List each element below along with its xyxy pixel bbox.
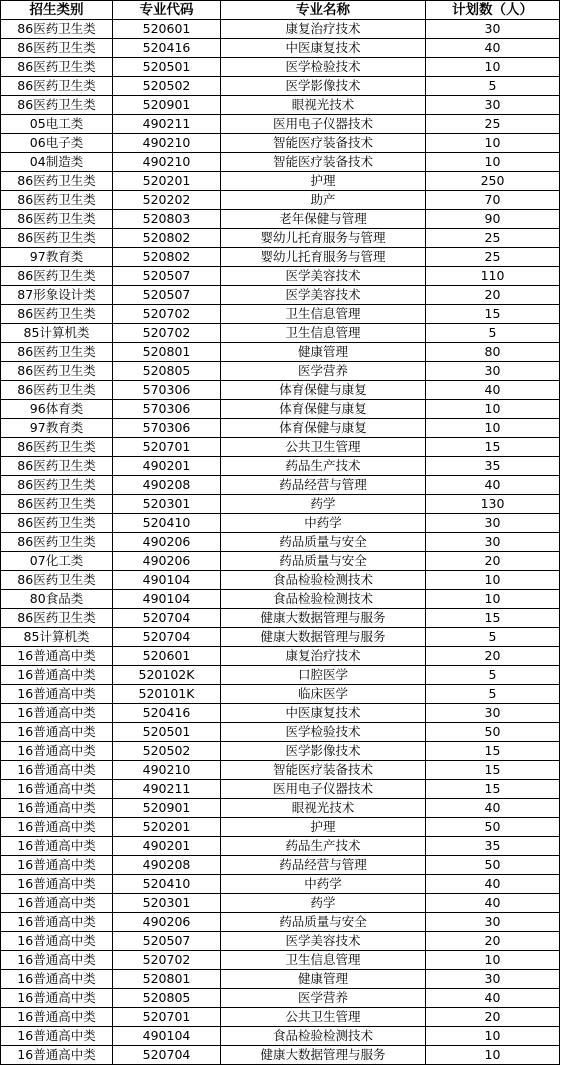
cell-major-name: 医学营养 <box>221 989 426 1008</box>
cell-plan-count: 40 <box>426 894 560 913</box>
table-row <box>1 495 560 514</box>
cell-major-code: 520702 <box>113 305 221 324</box>
cell-plan-count: 130 <box>426 495 560 514</box>
cell-major-code: 490208 <box>113 856 221 875</box>
cell-major-name: 药品经营与管理 <box>221 476 426 495</box>
cell-plan-count: 15 <box>426 742 560 761</box>
table-row <box>1 780 560 799</box>
cell-major-code: 520601 <box>113 647 221 666</box>
table-row <box>1 362 560 381</box>
cell-category: 86医药卫生类 <box>1 514 113 533</box>
cell-major-code: 490211 <box>113 780 221 799</box>
cell-major-code: 520416 <box>113 39 221 58</box>
header-row <box>1 1 560 20</box>
cell-major-code: 520704 <box>113 628 221 647</box>
cell-plan-count: 30 <box>426 96 560 115</box>
cell-major-name: 智能医疗装备技术 <box>221 153 426 172</box>
table-row <box>1 400 560 419</box>
cell-major-code: 490210 <box>113 761 221 780</box>
cell-major-name: 医学美容技术 <box>221 267 426 286</box>
table-row <box>1 248 560 267</box>
table-row <box>1 96 560 115</box>
cell-major-code: 520901 <box>113 96 221 115</box>
table-row <box>1 191 560 210</box>
table-row <box>1 951 560 970</box>
cell-major-code: 520702 <box>113 951 221 970</box>
table-row <box>1 571 560 590</box>
cell-category: 96体育类 <box>1 400 113 419</box>
cell-plan-count: 15 <box>426 761 560 780</box>
cell-major-code: 520502 <box>113 77 221 96</box>
cell-category: 85计算机类 <box>1 324 113 343</box>
cell-major-name: 眼视光技术 <box>221 96 426 115</box>
cell-category: 86医药卫生类 <box>1 77 113 96</box>
cell-major-code: 520502 <box>113 742 221 761</box>
cell-major-name: 医学检验技术 <box>221 58 426 77</box>
table-row <box>1 552 560 571</box>
cell-major-code: 520507 <box>113 267 221 286</box>
cell-category: 86医药卫生类 <box>1 20 113 39</box>
cell-major-code: 490206 <box>113 552 221 571</box>
cell-major-name: 医学影像技术 <box>221 742 426 761</box>
cell-plan-count: 20 <box>426 1008 560 1027</box>
cell-major-name: 助产 <box>221 191 426 210</box>
cell-major-name: 体育保健与康复 <box>221 381 426 400</box>
cell-major-name: 健康管理 <box>221 970 426 989</box>
cell-plan-count: 40 <box>426 989 560 1008</box>
cell-category: 86医药卫生类 <box>1 39 113 58</box>
cell-category: 16普通高中类 <box>1 1008 113 1027</box>
cell-major-name: 药学 <box>221 894 426 913</box>
cell-plan-count: 30 <box>426 970 560 989</box>
cell-major-name: 食品检验检测技术 <box>221 590 426 609</box>
cell-major-code: 520101K <box>113 685 221 704</box>
cell-category: 16普通高中类 <box>1 704 113 723</box>
cell-plan-count: 30 <box>426 514 560 533</box>
cell-major-code: 520501 <box>113 58 221 77</box>
table-row <box>1 305 560 324</box>
cell-plan-count: 15 <box>426 780 560 799</box>
table-row <box>1 913 560 932</box>
cell-category: 86医药卫生类 <box>1 305 113 324</box>
cell-major-name: 中医康复技术 <box>221 39 426 58</box>
cell-category: 86医药卫生类 <box>1 191 113 210</box>
cell-major-name: 健康大数据管理与服务 <box>221 1046 426 1065</box>
table-row <box>1 39 560 58</box>
cell-category: 86医药卫生类 <box>1 533 113 552</box>
table-row <box>1 324 560 343</box>
cell-major-code: 520601 <box>113 20 221 39</box>
cell-major-code: 490201 <box>113 837 221 856</box>
cell-plan-count: 10 <box>426 590 560 609</box>
table-row <box>1 229 560 248</box>
cell-plan-count: 30 <box>426 704 560 723</box>
table-row <box>1 514 560 533</box>
cell-major-code: 520805 <box>113 989 221 1008</box>
cell-major-name: 健康大数据管理与服务 <box>221 628 426 647</box>
header-category: 招生类别 <box>1 1 113 20</box>
cell-category: 16普通高中类 <box>1 666 113 685</box>
table-row <box>1 20 560 39</box>
cell-major-name: 中药学 <box>221 875 426 894</box>
cell-plan-count: 5 <box>426 324 560 343</box>
cell-major-name: 智能医疗装备技术 <box>221 761 426 780</box>
cell-major-name: 药品生产技术 <box>221 457 426 476</box>
cell-plan-count: 35 <box>426 457 560 476</box>
cell-plan-count: 40 <box>426 39 560 58</box>
cell-plan-count: 40 <box>426 799 560 818</box>
cell-major-name: 公共卫生管理 <box>221 438 426 457</box>
table-row <box>1 647 560 666</box>
table-row <box>1 818 560 837</box>
header-major-code: 专业代码 <box>113 1 221 20</box>
cell-category: 86医药卫生类 <box>1 343 113 362</box>
table-row <box>1 77 560 96</box>
table-row <box>1 134 560 153</box>
cell-major-name: 中药学 <box>221 514 426 533</box>
cell-category: 16普通高中类 <box>1 970 113 989</box>
cell-major-code: 490104 <box>113 590 221 609</box>
cell-major-name: 医学美容技术 <box>221 932 426 951</box>
cell-major-name: 老年保健与管理 <box>221 210 426 229</box>
table-row <box>1 761 560 780</box>
cell-plan-count: 80 <box>426 343 560 362</box>
table-row <box>1 533 560 552</box>
cell-major-name: 婴幼儿托育服务与管理 <box>221 248 426 267</box>
cell-major-name: 医用电子仪器技术 <box>221 780 426 799</box>
cell-category: 06电子类 <box>1 134 113 153</box>
cell-plan-count: 5 <box>426 685 560 704</box>
cell-major-code: 520102K <box>113 666 221 685</box>
cell-category: 16普通高中类 <box>1 894 113 913</box>
table-row <box>1 343 560 362</box>
cell-plan-count: 25 <box>426 229 560 248</box>
cell-major-name: 卫生信息管理 <box>221 305 426 324</box>
cell-major-name: 卫生信息管理 <box>221 324 426 343</box>
cell-major-code: 520507 <box>113 932 221 951</box>
cell-major-name: 护理 <box>221 818 426 837</box>
cell-major-name: 药品质量与安全 <box>221 552 426 571</box>
table-row <box>1 267 560 286</box>
table-row <box>1 742 560 761</box>
cell-major-code: 490206 <box>113 913 221 932</box>
cell-major-code: 520802 <box>113 248 221 267</box>
cell-major-name: 食品检验检测技术 <box>221 571 426 590</box>
cell-major-code: 490206 <box>113 533 221 552</box>
cell-category: 86医药卫生类 <box>1 609 113 628</box>
table-row <box>1 115 560 134</box>
cell-major-code: 520801 <box>113 970 221 989</box>
cell-plan-count: 25 <box>426 115 560 134</box>
cell-category: 86医药卫生类 <box>1 457 113 476</box>
cell-plan-count: 5 <box>426 666 560 685</box>
cell-major-code: 520507 <box>113 286 221 305</box>
cell-major-name: 食品检验检测技术 <box>221 1027 426 1046</box>
cell-plan-count: 50 <box>426 818 560 837</box>
cell-category: 86医药卫生类 <box>1 495 113 514</box>
cell-category: 80食品类 <box>1 590 113 609</box>
table-row <box>1 666 560 685</box>
table-row <box>1 1008 560 1027</box>
cell-major-code: 520201 <box>113 172 221 191</box>
cell-category: 16普通高中类 <box>1 647 113 666</box>
cell-major-name: 医学美容技术 <box>221 286 426 305</box>
cell-plan-count: 10 <box>426 400 560 419</box>
cell-major-name: 智能医疗装备技术 <box>221 134 426 153</box>
cell-plan-count: 5 <box>426 77 560 96</box>
cell-major-code: 490210 <box>113 153 221 172</box>
table-row <box>1 210 560 229</box>
cell-major-name: 体育保健与康复 <box>221 419 426 438</box>
cell-category: 86医药卫生类 <box>1 362 113 381</box>
cell-major-name: 医用电子仪器技术 <box>221 115 426 134</box>
cell-plan-count: 70 <box>426 191 560 210</box>
cell-major-code: 490104 <box>113 1027 221 1046</box>
cell-major-code: 520704 <box>113 1046 221 1065</box>
cell-plan-count: 20 <box>426 932 560 951</box>
table-row <box>1 1046 560 1065</box>
cell-major-code: 490104 <box>113 571 221 590</box>
cell-plan-count: 250 <box>426 172 560 191</box>
cell-major-code: 520202 <box>113 191 221 210</box>
cell-plan-count: 10 <box>426 58 560 77</box>
cell-plan-count: 110 <box>426 267 560 286</box>
cell-major-code: 520701 <box>113 438 221 457</box>
cell-plan-count: 20 <box>426 552 560 571</box>
cell-major-name: 药学 <box>221 495 426 514</box>
cell-plan-count: 50 <box>426 723 560 742</box>
cell-major-name: 药品经营与管理 <box>221 856 426 875</box>
table-row <box>1 172 560 191</box>
table-row <box>1 1027 560 1046</box>
cell-category: 16普通高中类 <box>1 1027 113 1046</box>
cell-major-name: 健康大数据管理与服务 <box>221 609 426 628</box>
cell-plan-count: 40 <box>426 476 560 495</box>
cell-plan-count: 30 <box>426 362 560 381</box>
cell-plan-count: 25 <box>426 248 560 267</box>
table-row <box>1 609 560 628</box>
cell-category: 16普通高中类 <box>1 913 113 932</box>
cell-category: 16普通高中类 <box>1 780 113 799</box>
cell-category: 16普通高中类 <box>1 742 113 761</box>
cell-category: 86医药卫生类 <box>1 172 113 191</box>
cell-major-name: 医学影像技术 <box>221 77 426 96</box>
table-row <box>1 381 560 400</box>
cell-category: 97教育类 <box>1 419 113 438</box>
table-row <box>1 628 560 647</box>
cell-major-name: 中医康复技术 <box>221 704 426 723</box>
cell-plan-count: 35 <box>426 837 560 856</box>
table-row <box>1 723 560 742</box>
cell-plan-count: 5 <box>426 628 560 647</box>
cell-major-name: 公共卫生管理 <box>221 1008 426 1027</box>
table-row <box>1 438 560 457</box>
cell-category: 86医药卫生类 <box>1 96 113 115</box>
cell-major-code: 520802 <box>113 229 221 248</box>
cell-category: 86医药卫生类 <box>1 571 113 590</box>
cell-category: 86医药卫生类 <box>1 381 113 400</box>
cell-major-code: 520801 <box>113 343 221 362</box>
cell-major-name: 医学检验技术 <box>221 723 426 742</box>
table-row <box>1 932 560 951</box>
header-major-name: 专业名称 <box>221 1 426 20</box>
cell-category: 16普通高中类 <box>1 723 113 742</box>
cell-major-code: 520501 <box>113 723 221 742</box>
cell-major-code: 490210 <box>113 134 221 153</box>
cell-category: 16普通高中类 <box>1 1046 113 1065</box>
cell-category: 85计算机类 <box>1 628 113 647</box>
cell-plan-count: 30 <box>426 913 560 932</box>
table-row <box>1 685 560 704</box>
cell-plan-count: 40 <box>426 381 560 400</box>
cell-plan-count: 20 <box>426 647 560 666</box>
cell-category: 86医药卫生类 <box>1 210 113 229</box>
cell-plan-count: 10 <box>426 571 560 590</box>
cell-plan-count: 10 <box>426 951 560 970</box>
cell-major-name: 康复治疗技术 <box>221 20 426 39</box>
table-row <box>1 704 560 723</box>
cell-plan-count: 10 <box>426 153 560 172</box>
cell-category: 16普通高中类 <box>1 932 113 951</box>
cell-major-name: 康复治疗技术 <box>221 647 426 666</box>
table-row <box>1 989 560 1008</box>
cell-category: 16普通高中类 <box>1 951 113 970</box>
cell-category: 07化工类 <box>1 552 113 571</box>
cell-major-code: 520410 <box>113 514 221 533</box>
cell-category: 86医药卫生类 <box>1 267 113 286</box>
cell-category: 87形象设计类 <box>1 286 113 305</box>
cell-plan-count: 10 <box>426 1027 560 1046</box>
cell-major-code: 570306 <box>113 381 221 400</box>
cell-major-name: 眼视光技术 <box>221 799 426 818</box>
cell-plan-count: 50 <box>426 856 560 875</box>
cell-major-name: 卫生信息管理 <box>221 951 426 970</box>
cell-major-code: 490208 <box>113 476 221 495</box>
cell-major-name: 药品质量与安全 <box>221 913 426 932</box>
cell-category: 86医药卫生类 <box>1 229 113 248</box>
table-row <box>1 58 560 77</box>
cell-plan-count: 30 <box>426 533 560 552</box>
table-row <box>1 875 560 894</box>
table-row <box>1 799 560 818</box>
cell-major-name: 健康管理 <box>221 343 426 362</box>
cell-major-code: 520416 <box>113 704 221 723</box>
cell-major-code: 520201 <box>113 818 221 837</box>
cell-category: 16普通高中类 <box>1 856 113 875</box>
cell-major-code: 570306 <box>113 419 221 438</box>
cell-major-code: 520805 <box>113 362 221 381</box>
cell-category: 86医药卫生类 <box>1 58 113 77</box>
header-plan-count: 计划数（人） <box>426 1 560 20</box>
cell-major-name: 婴幼儿托育服务与管理 <box>221 229 426 248</box>
cell-category: 86医药卫生类 <box>1 476 113 495</box>
cell-major-name: 药品生产技术 <box>221 837 426 856</box>
cell-category: 16普通高中类 <box>1 799 113 818</box>
cell-category: 97教育类 <box>1 248 113 267</box>
cell-major-code: 570306 <box>113 400 221 419</box>
cell-major-name: 护理 <box>221 172 426 191</box>
cell-plan-count: 20 <box>426 286 560 305</box>
cell-plan-count: 10 <box>426 134 560 153</box>
cell-plan-count: 15 <box>426 438 560 457</box>
table-row <box>1 419 560 438</box>
table-row <box>1 590 560 609</box>
cell-category: 16普通高中类 <box>1 685 113 704</box>
cell-major-code: 520702 <box>113 324 221 343</box>
cell-major-name: 体育保健与康复 <box>221 400 426 419</box>
table-row <box>1 153 560 172</box>
table-row <box>1 970 560 989</box>
cell-category: 16普通高中类 <box>1 875 113 894</box>
cell-major-code: 520803 <box>113 210 221 229</box>
cell-category: 16普通高中类 <box>1 837 113 856</box>
cell-category: 16普通高中类 <box>1 761 113 780</box>
cell-plan-count: 10 <box>426 1046 560 1065</box>
cell-plan-count: 90 <box>426 210 560 229</box>
cell-category: 16普通高中类 <box>1 989 113 1008</box>
cell-plan-count: 40 <box>426 875 560 894</box>
cell-major-code: 520901 <box>113 799 221 818</box>
cell-major-code: 520301 <box>113 894 221 913</box>
table-row <box>1 457 560 476</box>
cell-major-name: 口腔医学 <box>221 666 426 685</box>
cell-plan-count: 30 <box>426 20 560 39</box>
cell-major-name: 临床医学 <box>221 685 426 704</box>
table-body <box>1 20 560 1065</box>
cell-plan-count: 15 <box>426 609 560 628</box>
table-row <box>1 856 560 875</box>
cell-major-code: 520701 <box>113 1008 221 1027</box>
table-row <box>1 894 560 913</box>
table-row <box>1 837 560 856</box>
table-row <box>1 476 560 495</box>
cell-major-code: 520704 <box>113 609 221 628</box>
cell-category: 05电工类 <box>1 115 113 134</box>
cell-major-code: 520410 <box>113 875 221 894</box>
cell-plan-count: 10 <box>426 419 560 438</box>
cell-category: 04制造类 <box>1 153 113 172</box>
cell-major-code: 490201 <box>113 457 221 476</box>
cell-category: 86医药卫生类 <box>1 438 113 457</box>
cell-major-code: 490211 <box>113 115 221 134</box>
cell-major-code: 520301 <box>113 495 221 514</box>
cell-major-name: 药品质量与安全 <box>221 533 426 552</box>
cell-plan-count: 15 <box>426 305 560 324</box>
cell-major-name: 医学营养 <box>221 362 426 381</box>
table-row <box>1 286 560 305</box>
cell-category: 16普通高中类 <box>1 818 113 837</box>
